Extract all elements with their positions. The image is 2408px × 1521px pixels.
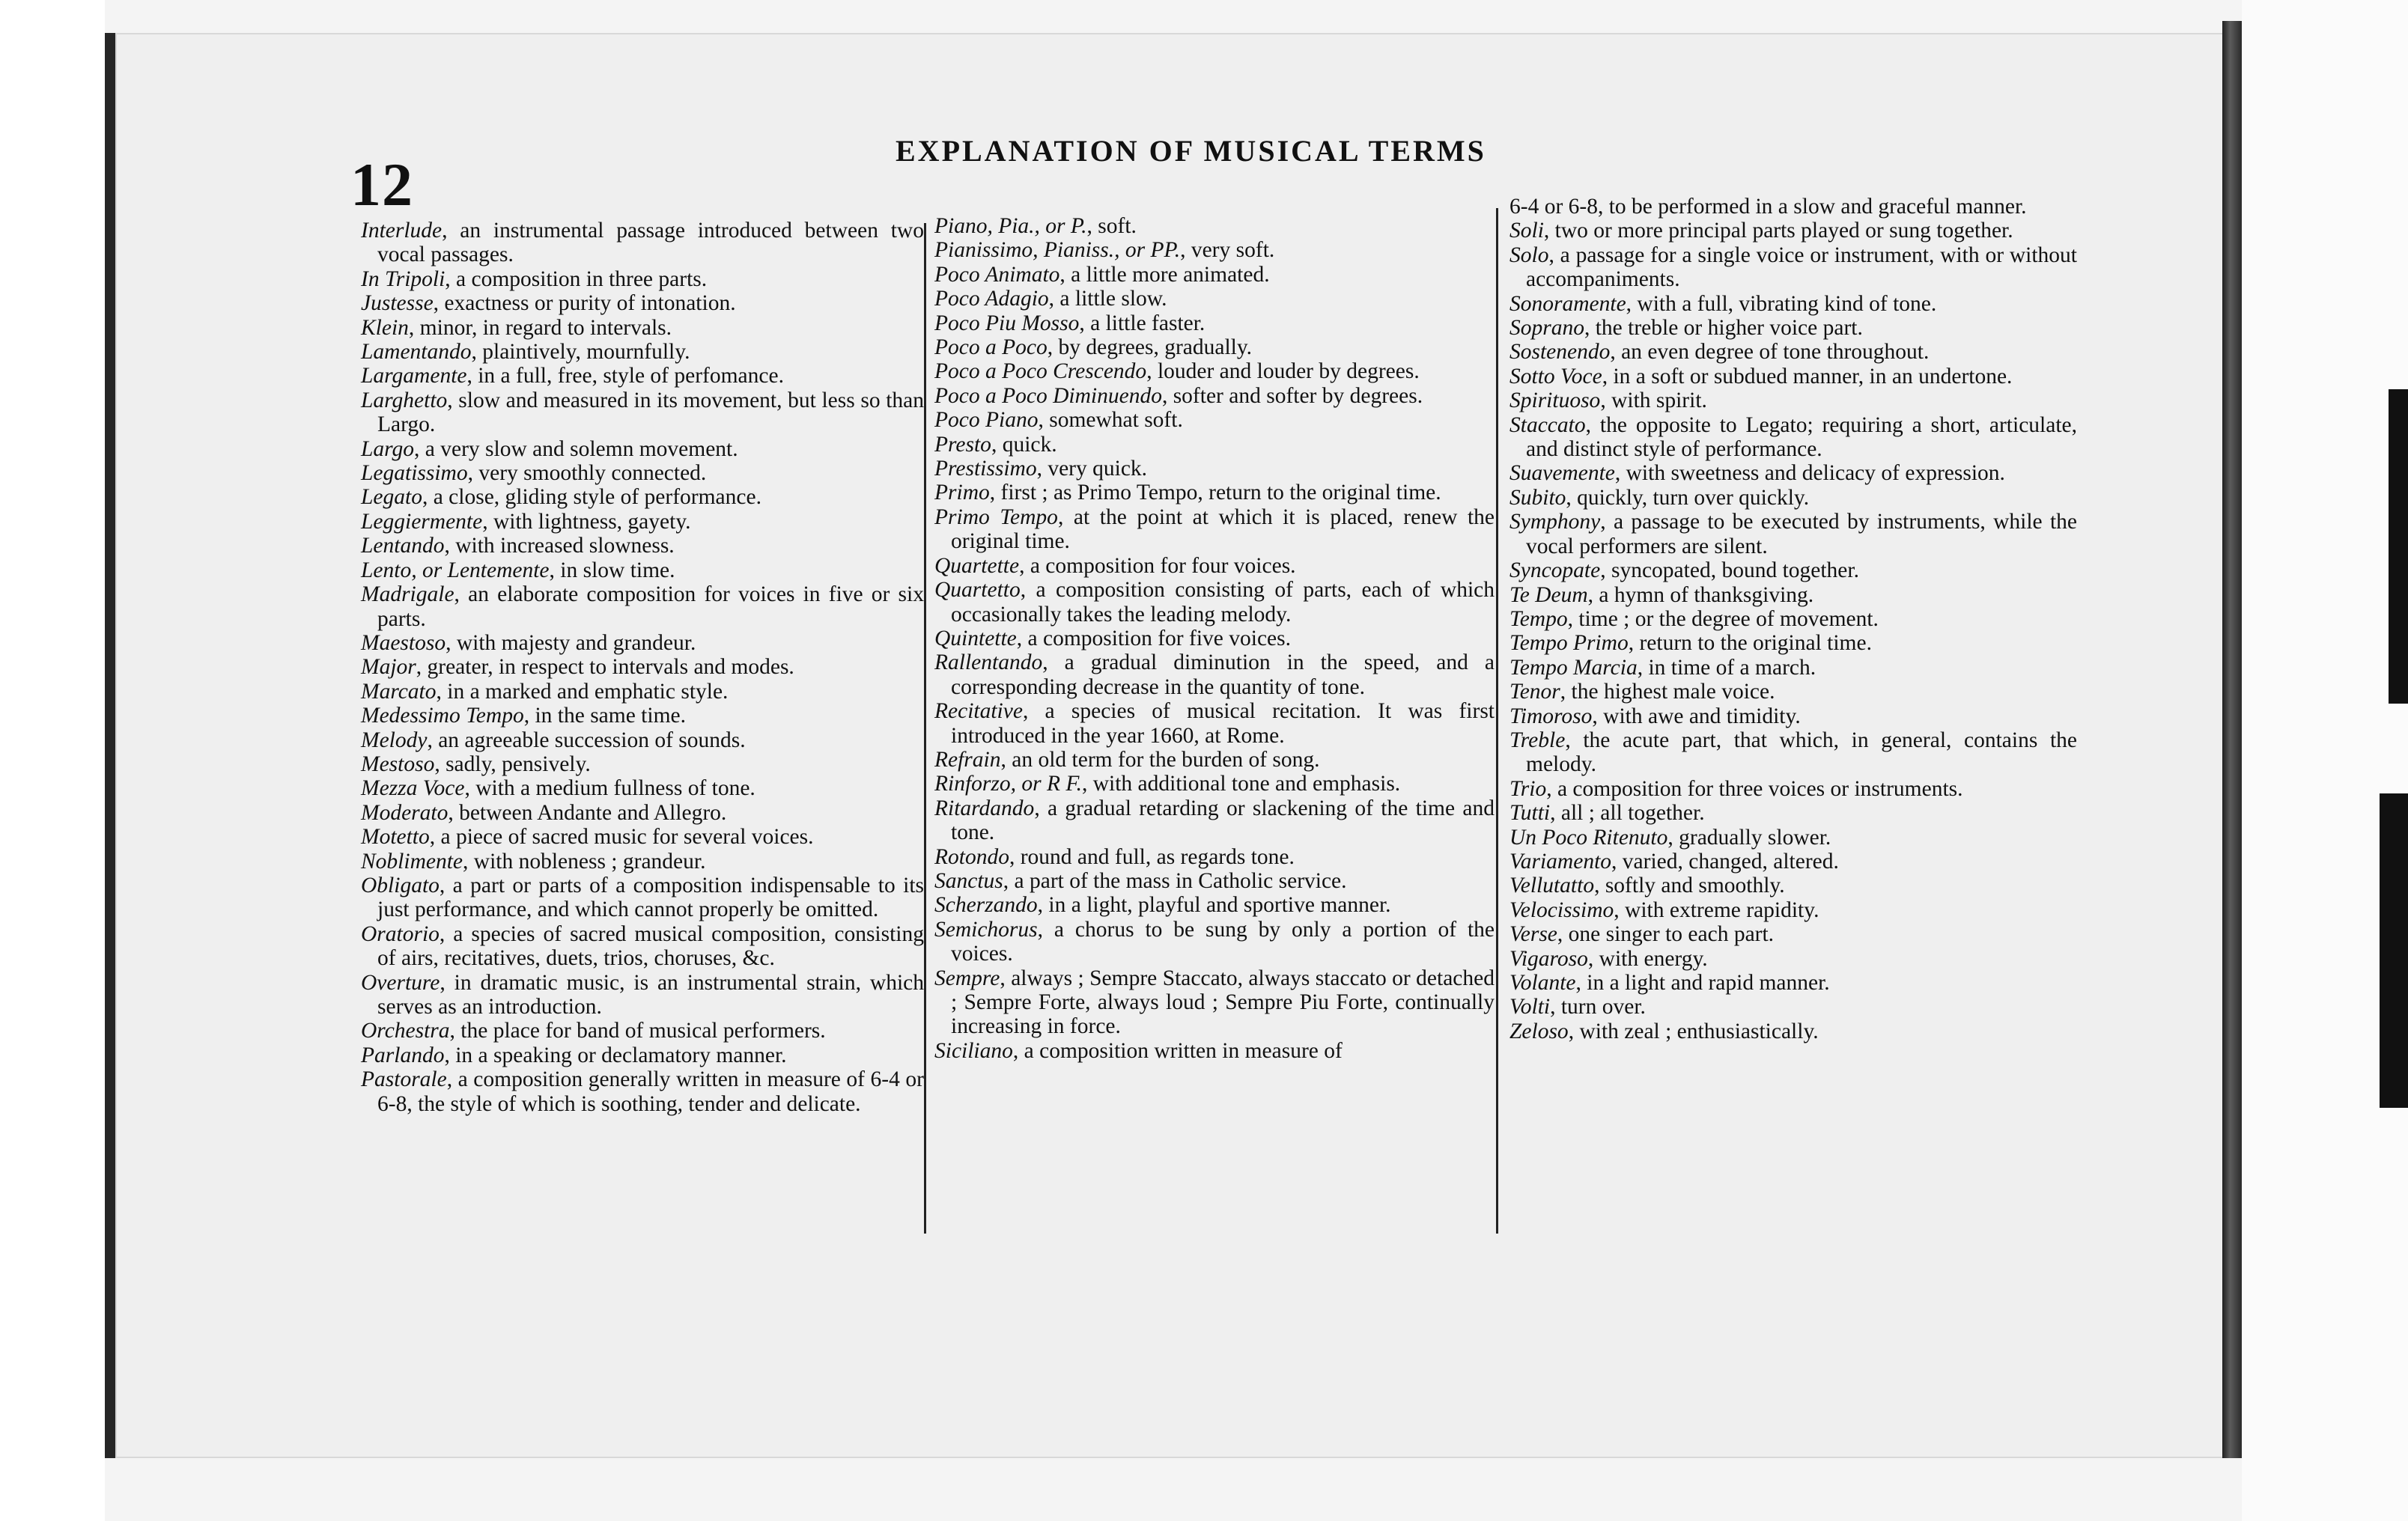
glossary-entry (934, 893, 1495, 917)
glossary-entry (361, 219, 924, 267)
glossary-definition: , return to the original time. (1628, 631, 1872, 656)
glossary-entry (1509, 195, 2077, 219)
glossary-term: Obligato (361, 873, 440, 897)
glossary-term: Rinforzo, or R F. (934, 772, 1082, 796)
facing-page-margin (2242, 0, 2408, 1521)
glossary-entry (1509, 510, 2077, 558)
glossary-term: Symphony (1509, 510, 1601, 534)
glossary-term: Parlando (361, 1043, 445, 1067)
glossary-term: Lento, or Lentemente (361, 558, 550, 582)
facing-page-ink-mark (2380, 793, 2408, 1108)
glossary-entry (1509, 558, 2077, 582)
glossary-term: Suavemente (1509, 461, 1615, 486)
running-head: EXPLANATION OF MUSICAL TERMS (896, 134, 1486, 168)
glossary-definition: , with awe and timidity. (1592, 704, 1801, 728)
glossary-definition: , a composition in three parts. (445, 266, 708, 291)
glossary-definition: , quickly, turn over quickly. (1566, 485, 1810, 510)
glossary-definition: , louder and louder by degrees. (1146, 359, 1420, 384)
glossary-definition: , first ; as Primo Tempo, return to the original time. (989, 481, 1441, 505)
glossary-entry (1509, 874, 2077, 897)
glossary-term: Te Deum (1509, 582, 1588, 607)
glossary-term: Overture (361, 970, 440, 995)
glossary-term: Poco a Poco Diminuendo (934, 383, 1162, 408)
glossary-entry (934, 578, 1495, 627)
glossary-entry (361, 364, 924, 388)
glossary-term: Tempo Primo (1509, 631, 1629, 656)
scan-background (0, 0, 105, 1521)
glossary-entry (361, 534, 924, 558)
glossary-definition: , with zeal ; enthusiastically. (1568, 1019, 1819, 1043)
glossary-entry (934, 1039, 1495, 1063)
glossary-definition: , a composition for four voices. (1019, 553, 1296, 578)
glossary-entry (361, 704, 924, 728)
glossary-definition: , the opposite to Legato; requiring a short, articulate, and distinct style of performance. (1526, 412, 2077, 462)
glossary-entry (1509, 461, 2077, 485)
glossary-entry (1509, 656, 2077, 680)
glossary-term: Rotondo (934, 844, 1009, 869)
glossary-entry (934, 869, 1495, 893)
glossary-definition: , between Andante and Allegro. (448, 800, 727, 825)
glossary-column-1 (361, 219, 924, 1116)
glossary-definition: , round and full, as regards tone. (1009, 844, 1295, 869)
glossary-entry (361, 316, 924, 340)
glossary-definition: , in a soft or subdued manner, in an undertone. (1602, 364, 2013, 388)
glossary-term: Poco a Poco (934, 335, 1048, 360)
glossary-term: Primo (934, 481, 990, 505)
glossary-term: Medessimo Tempo (361, 704, 524, 728)
glossary-definition: , a passage to be executed by instruments, while the vocal performers are silent. (1526, 510, 2077, 558)
glossary-definition: , a species of sacred musical composition, consisting of airs, recitatives, duets, trios, choruses, &c. (377, 921, 924, 971)
glossary-term: Refrain (934, 747, 1001, 772)
glossary-entry (934, 748, 1495, 772)
glossary-definition: , one singer to each part. (1557, 922, 1775, 947)
page-fold-edge (2222, 21, 2242, 1458)
glossary-definition: , a part of the mass in Catholic service. (1003, 868, 1347, 893)
glossary-term: Poco a Poco Crescendo (934, 359, 1147, 384)
glossary-definition: , very quick. (1036, 457, 1148, 481)
glossary-definition: , with energy. (1587, 946, 1708, 971)
glossary-definition: , slow and measured in its movement, but less so than Largo. (377, 388, 924, 437)
glossary-entry (1509, 219, 2077, 243)
glossary-term: Scherzando (934, 893, 1038, 918)
glossary-term: Melody (361, 728, 428, 752)
glossary-entry (1509, 316, 2077, 340)
glossary-term: Variamento (1509, 849, 1612, 874)
glossary-entry (1509, 607, 2077, 631)
glossary-term: Orchestra (361, 1019, 450, 1043)
glossary-entry (1509, 801, 2077, 825)
glossary-term: Zeloso (1509, 1019, 1569, 1043)
glossary-term: Soli (1509, 219, 1544, 243)
glossary-term: Moderato (361, 800, 449, 825)
glossary-term: Leggiermente (361, 509, 483, 534)
glossary-definition: , a composition written in measure of (1012, 1038, 1343, 1063)
glossary-term: Piano, Pia., or P. (934, 214, 1087, 238)
glossary-term: Largamente (361, 364, 467, 388)
glossary-term: Ritardando (934, 796, 1035, 820)
glossary-definition: , very smoothly connected. (467, 461, 707, 486)
glossary-entry (361, 388, 924, 437)
glossary-term: Prestissimo (934, 457, 1037, 481)
glossary-definition: , sadly, pensively. (434, 752, 591, 776)
glossary-definition: , in a light, playful and sportive manner. (1037, 893, 1391, 918)
glossary-definition: , by degrees, gradually. (1047, 335, 1253, 360)
glossary-term: Primo Tempo (934, 505, 1058, 529)
glossary-definition: , very soft. (1180, 238, 1275, 263)
glossary-definition: , a part or parts of a composition indispensable to its just performance, and which cannot properly be omitted. (377, 873, 924, 922)
glossary-definition: , an even degree of tone throughout. (1610, 340, 1930, 365)
glossary-definition: , syncopated, bound together. (1600, 558, 1859, 583)
glossary-definition: , softer and softer by degrees. (1161, 383, 1423, 408)
glossary-term: Sotto Voce (1509, 364, 1602, 388)
glossary-entry (361, 1019, 924, 1043)
glossary-entry (361, 631, 924, 655)
glossary-definition: , turn over. (1550, 995, 1646, 1019)
glossary-term: Klein (361, 315, 409, 340)
glossary-term: Major (361, 655, 416, 680)
glossary-term: Trio (1509, 776, 1547, 801)
glossary-entry (1509, 850, 2077, 874)
glossary-term: Sempre (934, 966, 1000, 990)
glossary-definition: , time ; or the degree of movement. (1567, 606, 1879, 631)
glossary-entry (934, 335, 1495, 359)
page-number: 12 (350, 150, 413, 219)
glossary-definition: , soft. (1086, 214, 1137, 238)
glossary-entry (361, 485, 924, 509)
glossary-definition: , an agreeable succession of sounds. (427, 728, 746, 752)
glossary-definition: , a little faster. (1079, 311, 1205, 335)
glossary-entry (361, 825, 924, 849)
glossary-entry (361, 558, 924, 582)
glossary-entry (361, 655, 924, 679)
glossary-entry (934, 433, 1495, 457)
glossary-entry (361, 752, 924, 776)
glossary-term: Quartette (934, 553, 1020, 578)
glossary-term: Volante (1509, 971, 1576, 995)
glossary-term: Staccato (1509, 412, 1586, 437)
glossary-term: Un Poco Ritenuto (1509, 825, 1668, 850)
glossary-definition: , a species of musical recitation. It was first introduced in the year 1660, at Rome. (951, 699, 1495, 748)
glossary-term: Mezza Voce (361, 776, 465, 801)
glossary-entry (361, 340, 924, 364)
glossary-term: Vellutatto (1509, 874, 1595, 898)
glossary-entry (934, 287, 1495, 311)
glossary-entry (361, 291, 924, 315)
glossary-entry (361, 1043, 924, 1067)
glossary-definition: , with increased slowness. (444, 534, 675, 558)
glossary-definition: , in the same time. (523, 704, 686, 728)
glossary-definition: , a little slow. (1048, 287, 1167, 311)
glossary-term: Mestoso (361, 752, 435, 776)
glossary-term: Noblimente (361, 849, 463, 874)
glossary-definition: , in a full, free, style of perfomance. (466, 364, 784, 388)
glossary-term: Semichorus (934, 917, 1038, 942)
glossary-definition: , the treble or higher voice part. (1584, 316, 1863, 341)
glossary-term: Tempo (1509, 606, 1568, 631)
glossary-definition: , a composition consisting of parts, each of which occasionally takes the leading melody. (951, 578, 1495, 627)
glossary-entry (361, 776, 924, 800)
glossary-term: Maestoso (361, 630, 446, 655)
glossary-entry (934, 481, 1495, 505)
glossary-definition: , exactness or purity of intonation. (433, 291, 736, 316)
glossary-term: Sostenendo (1509, 340, 1611, 365)
glossary-entry (934, 966, 1495, 1039)
glossary-entry (361, 1067, 924, 1116)
glossary-definition: , a composition for three voices or instruments. (1546, 776, 1963, 801)
glossary-entry (361, 874, 924, 922)
glossary-entry (934, 627, 1495, 650)
glossary-term: Soprano (1509, 316, 1584, 341)
glossary-term: Rallentando (934, 650, 1043, 675)
glossary-entry (934, 384, 1495, 408)
glossary-definition: , minor, in regard to intervals. (408, 315, 672, 340)
glossary-definition: , with a full, vibrating kind of tone. (1626, 291, 1937, 316)
glossary-column-2 (934, 214, 1495, 1063)
glossary-term: Oratorio (361, 921, 440, 946)
glossary-entry (934, 796, 1495, 845)
glossary-definition: , with lightness, gayety. (482, 509, 691, 534)
glossary-entry (1509, 365, 2077, 388)
glossary-column-3 (1509, 195, 2077, 1043)
glossary-term: Poco Adagio (934, 287, 1049, 311)
column-rule (924, 223, 926, 1234)
glossary-definition: , at the point at which it is placed, renew the original time. (951, 505, 1495, 554)
glossary-definition: , always ; Sempre Staccato, always staccato or detached ; Sempre Forte, always loud ; Sempre Piu Forte, continually increasing in force. (951, 966, 1495, 1039)
glossary-entry (934, 554, 1495, 578)
glossary-term: Solo (1509, 243, 1549, 267)
glossary-term: Poco Animato (934, 262, 1060, 287)
glossary-term: Tutti (1509, 801, 1551, 826)
glossary-entry (361, 582, 924, 631)
glossary-entry (1509, 486, 2077, 510)
glossary-term: Poco Piano (934, 408, 1039, 433)
glossary-entry (361, 728, 924, 752)
glossary-definition: , the acute part, that which, in general, contains the melody. (1526, 728, 2077, 777)
glossary-entry (1509, 995, 2077, 1019)
glossary-definition: , in time of a march. (1637, 655, 1816, 680)
glossary-term: Motetto (361, 825, 430, 850)
glossary-definition: , an old term for the burden of song. (1000, 747, 1320, 772)
glossary-term: Volti (1509, 995, 1551, 1019)
glossary-term: Legato (361, 485, 422, 510)
glossary-entry (361, 267, 924, 291)
glossary-entry (1509, 292, 2077, 316)
glossary-definition: , softly and smoothly. (1594, 874, 1785, 898)
glossary-term: Pianissimo, Pianiss., or PP. (934, 238, 1181, 263)
glossary-entry (1509, 413, 2077, 462)
glossary-entry (1509, 680, 2077, 704)
glossary-term: Vigaroso (1509, 946, 1588, 971)
glossary-term: Largo (361, 436, 415, 461)
glossary-entry (1509, 704, 2077, 728)
glossary-entry (361, 801, 924, 825)
glossary-term: Subito (1509, 485, 1566, 510)
glossary-entry (361, 461, 924, 485)
glossary-term: Legatissimo (361, 461, 468, 486)
glossary-definition: , an elaborate composition for voices in five or six parts. (377, 582, 924, 631)
glossary-entry (934, 311, 1495, 335)
glossary-entry (1509, 1019, 2077, 1043)
glossary-term: Tempo Marcia (1509, 655, 1638, 680)
glossary-definition: , a composition generally written in measure of 6-4 or 6-8, the style of which is soothing, tender and delicate. (377, 1067, 924, 1116)
glossary-entry (934, 263, 1495, 287)
glossary-entry (1509, 728, 2077, 777)
glossary-definition: , a gradual diminution in the speed, and a corresponding decrease in the quantity of tone. (951, 650, 1495, 699)
glossary-entry (1509, 631, 2077, 655)
glossary-entry (934, 845, 1495, 869)
glossary-definition: , in a light and rapid manner. (1575, 971, 1830, 995)
glossary-term: Verse (1509, 922, 1557, 947)
glossary-definition: , with spirit. (1600, 388, 1707, 413)
glossary-definition: , with extreme rapidity. (1614, 897, 1819, 922)
glossary-definition: , a close, gliding style of performance. (422, 485, 761, 510)
glossary-definition: , in slow time. (549, 558, 675, 582)
glossary-definition: , in dramatic music, is an instrumental strain, which serves as an introduction. (377, 970, 924, 1019)
glossary-term: Treble (1509, 728, 1566, 752)
glossary-definition: , a hymn of thanksgiving. (1587, 582, 1814, 607)
glossary-entry (361, 971, 924, 1019)
glossary-term: Marcato (361, 679, 437, 704)
glossary-definition: , gradually slower. (1667, 825, 1831, 850)
glossary-term: Sanctus (934, 868, 1003, 893)
glossary-entry (934, 457, 1495, 481)
glossary-entry (361, 680, 924, 704)
glossary-definition: , in a marked and emphatic style. (436, 679, 729, 704)
glossary-entry (934, 214, 1495, 238)
glossary-definition: , greater, in respect to intervals and modes. (416, 655, 794, 680)
glossary-entry (1509, 947, 2077, 971)
glossary-term: Spirituoso (1509, 388, 1601, 413)
glossary-entry (1509, 243, 2077, 292)
glossary-entry (361, 510, 924, 534)
glossary-definition: , plaintively, mournfully. (471, 340, 690, 365)
glossary-entry (1509, 583, 2077, 607)
glossary-term: Interlude (361, 219, 443, 243)
glossary-definition: , somewhat soft. (1038, 408, 1183, 433)
glossary-term: Presto (934, 432, 991, 457)
glossary-term: Poco Piu Mosso (934, 311, 1080, 335)
glossary-term: Larghetto (361, 388, 448, 412)
glossary-term: Sonoramente (1509, 291, 1626, 316)
glossary-definition: , quick. (991, 432, 1057, 457)
glossary-term: Timoroso (1509, 704, 1593, 728)
glossary-definition: , a composition for five voices. (1016, 626, 1291, 650)
column-rule (1496, 208, 1498, 1234)
glossary-term: Tenor (1509, 680, 1560, 704)
glossary-term: Lamentando (361, 340, 472, 365)
glossary-entry (1509, 340, 2077, 364)
glossary-term: Velocissimo (1509, 897, 1614, 922)
glossary-definition: , the highest male voice. (1560, 680, 1775, 704)
glossary-entry (1509, 826, 2077, 850)
glossary-definition: , with additional tone and emphasis. (1081, 772, 1401, 796)
glossary-entry (1509, 898, 2077, 922)
glossary-term: Madrigale (361, 582, 454, 607)
glossary-definition: , an instrumental passage introduced between two vocal passages. (377, 219, 924, 267)
glossary-entry (934, 650, 1495, 699)
glossary-definition: , with nobleness ; grandeur. (463, 849, 706, 874)
glossary-definition: , with sweetness and delicacy of expression. (1614, 461, 2005, 486)
glossary-entry (1509, 971, 2077, 995)
glossary-term: Quintette (934, 626, 1017, 650)
glossary-entry (1509, 922, 2077, 946)
glossary-entry (1509, 777, 2077, 801)
glossary-definition: , with a medium fullness of tone. (464, 776, 755, 801)
glossary-term: Siciliano (934, 1038, 1013, 1063)
glossary-definition: , all ; all together. (1550, 801, 1705, 826)
glossary-definition: , a gradual retarding or slackening of the time and tone. (951, 796, 1495, 845)
glossary-definition: , two or more principal parts played or sung together. (1543, 219, 2013, 243)
glossary-entry (934, 918, 1495, 966)
glossary-entry (361, 850, 924, 874)
glossary-term: Quartetto (934, 578, 1021, 603)
glossary-definition: , a chorus to be sung by only a portion of the voices. (951, 917, 1495, 966)
glossary-definition: , with majesty and grandeur. (446, 630, 696, 655)
glossary-entry (934, 772, 1495, 796)
glossary-definition: , in a speaking or declamatory manner. (444, 1043, 787, 1067)
glossary-entry (934, 238, 1495, 262)
glossary-term: Pastorale (361, 1067, 447, 1092)
glossary-definition: , a piece of sacred music for several voices. (429, 825, 814, 850)
facing-page-ink-mark (2389, 389, 2408, 704)
glossary-term: In Tripoli (361, 266, 446, 291)
glossary-entry (1509, 388, 2077, 412)
glossary-term: Syncopate (1509, 558, 1601, 583)
glossary-definition: , the place for band of musical performers. (449, 1019, 826, 1043)
glossary-term: Lentando (361, 534, 445, 558)
glossary-definition: , a very slow and solemn movement. (414, 436, 738, 461)
glossary-term: Justesse (361, 291, 434, 316)
glossary-entry (934, 408, 1495, 432)
glossary-definition: , varied, changed, altered. (1611, 849, 1839, 874)
glossary-entry (361, 437, 924, 461)
glossary-entry (934, 505, 1495, 554)
glossary-entry (361, 922, 924, 971)
glossary-definition: 6-4 or 6-8, to be performed in a slow and graceful manner. (1509, 195, 2027, 219)
glossary-definition: , a little more animated. (1059, 262, 1270, 287)
glossary-entry (934, 699, 1495, 748)
glossary-term: Recitative (934, 699, 1023, 724)
glossary-entry (934, 359, 1495, 383)
glossary-definition: , a passage for a single voice or instrument, with or without accompaniments. (1526, 243, 2077, 292)
